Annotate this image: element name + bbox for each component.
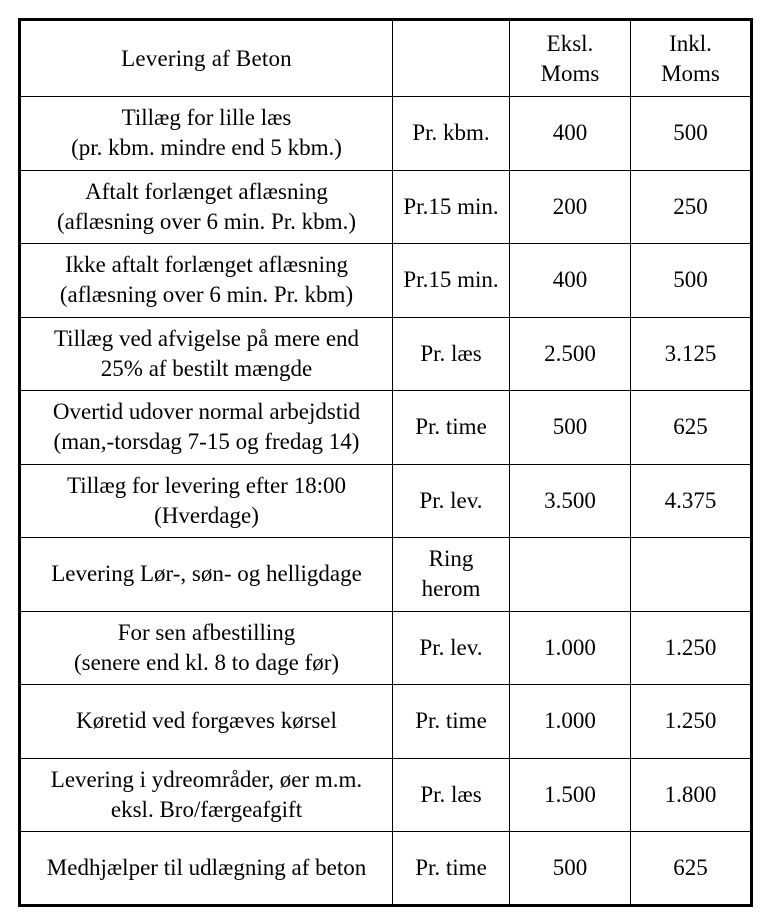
description-cell <box>20 464 393 538</box>
price-excl-vat-cell: 1.000 <box>510 685 631 759</box>
unit-cell <box>393 97 510 171</box>
table-row <box>20 611 752 685</box>
unit-cell <box>393 685 510 759</box>
price-excl-vat-cell: 400 <box>510 244 631 318</box>
description-cell-line: Overtid udover normal arbejdstid <box>52 399 361 425</box>
unit-cell-line: Pr. time <box>415 708 487 734</box>
table-row <box>20 97 752 171</box>
unit-cell-line: Pr.15 min. <box>403 267 499 293</box>
unit-cell-line: Pr. læs <box>420 781 482 807</box>
description-cell <box>20 391 393 465</box>
price-incl-vat-cell: 3.125 <box>631 317 752 391</box>
description-cell-line: Levering i ydreområder, øer m.m. <box>50 766 363 792</box>
description-cell <box>20 538 393 612</box>
excl-vat-header-line-1: Eksl. <box>546 30 594 56</box>
table-row <box>20 317 752 391</box>
unit-cell <box>393 244 510 318</box>
excl-vat-header <box>510 20 631 97</box>
description-cell-line: (aflæsning over 6 min. Pr. kbm.) <box>57 208 356 234</box>
price-incl-vat-cell: 625 <box>631 832 752 906</box>
price-excl-vat-cell: 1.000 <box>510 611 631 685</box>
description-cell-line: For sen afbestilling <box>117 619 296 645</box>
description-cell-line: Tillæg for levering efter 18:00 <box>67 472 346 498</box>
description-cell <box>20 758 393 832</box>
price-excl-vat-cell <box>510 538 631 612</box>
unit-cell-line: Pr. lev. <box>419 634 483 660</box>
description-cell-line: (man,-torsdag 7-15 og fredag 14) <box>53 429 360 455</box>
description-cell-line: 25% af bestilt mængde <box>100 355 313 381</box>
price-incl-vat-cell: 250 <box>631 170 752 244</box>
description-cell <box>20 317 393 391</box>
description-cell <box>20 244 393 318</box>
description-cell <box>20 97 393 171</box>
unit-cell <box>393 611 510 685</box>
unit-cell-line: Pr.15 min. <box>403 193 499 219</box>
unit-cell-line: Pr. kbm. <box>412 120 490 146</box>
price-table <box>18 18 753 907</box>
description-cell-line: Medhjælper til udlægning af beton <box>46 854 367 880</box>
price-incl-vat-cell <box>631 538 752 612</box>
table-row <box>20 244 752 318</box>
table-row <box>20 758 752 832</box>
table-title: Levering af Beton <box>20 20 393 97</box>
price-excl-vat-cell: 1.500 <box>510 758 631 832</box>
unit-cell-line: Pr. time <box>415 854 487 880</box>
unit-header <box>393 20 510 97</box>
description-cell-line: Tillæg ved afvigelse på mere end <box>53 325 360 351</box>
price-excl-vat-cell: 2.500 <box>510 317 631 391</box>
unit-cell <box>393 170 510 244</box>
price-excl-vat-cell: 400 <box>510 97 631 171</box>
unit-cell <box>393 538 510 612</box>
price-incl-vat-cell: 1.250 <box>631 611 752 685</box>
price-incl-vat-cell: 1.800 <box>631 758 752 832</box>
unit-cell <box>393 391 510 465</box>
unit-cell-line: Pr. time <box>415 414 487 440</box>
price-incl-vat-cell: 500 <box>631 244 752 318</box>
description-cell-line: Tillæg for lille læs <box>121 105 292 131</box>
unit-cell <box>393 758 510 832</box>
description-cell-line: Køretid ved forgæves kørsel <box>76 708 337 734</box>
description-cell-line: eksl. Bro/færgeafgift <box>110 796 303 822</box>
description-cell-line: (Hverdage) <box>154 502 259 528</box>
description-cell <box>20 611 393 685</box>
description-cell-line: Aftalt forlænget aflæsning <box>85 178 328 204</box>
price-excl-vat-cell: 200 <box>510 170 631 244</box>
price-incl-vat-cell: 625 <box>631 391 752 465</box>
table-row <box>20 464 752 538</box>
price-incl-vat-cell: 1.250 <box>631 685 752 759</box>
description-cell <box>20 170 393 244</box>
unit-cell-line: Ring <box>428 546 474 572</box>
price-excl-vat-cell: 500 <box>510 832 631 906</box>
description-cell-line: (aflæsning over 6 min. Pr. kbm) <box>59 282 354 308</box>
incl-vat-header-line-1: Inkl. <box>669 30 712 56</box>
table-row <box>20 538 752 612</box>
header-row <box>20 20 752 97</box>
description-cell-line: Ikke aftalt forlænget aflæsning <box>65 252 348 278</box>
table-row <box>20 170 752 244</box>
excl-vat-header-line-2: Moms <box>540 60 600 86</box>
unit-cell <box>393 464 510 538</box>
unit-cell-line: Pr. læs <box>420 340 482 366</box>
price-incl-vat-cell: 4.375 <box>631 464 752 538</box>
table-row <box>20 832 752 906</box>
price-incl-vat-cell: 500 <box>631 97 752 171</box>
table-body <box>20 97 752 906</box>
incl-vat-header-line-2: Moms <box>661 60 720 86</box>
description-cell-line: (pr. kbm. mindre end 5 kbm.) <box>71 135 342 161</box>
incl-vat-header <box>631 20 752 97</box>
description-cell <box>20 685 393 759</box>
description-cell-line: (senere end kl. 8 to dage før) <box>73 649 340 675</box>
table-row <box>20 391 752 465</box>
price-excl-vat-cell: 3.500 <box>510 464 631 538</box>
unit-cell <box>393 317 510 391</box>
table-row <box>20 685 752 759</box>
unit-cell-line: herom <box>421 576 481 602</box>
description-cell-line: Levering Lør-, søn- og helligdage <box>51 561 362 587</box>
unit-cell-line: Pr. lev. <box>419 487 483 513</box>
unit-cell <box>393 832 510 906</box>
description-cell <box>20 832 393 906</box>
price-excl-vat-cell: 500 <box>510 391 631 465</box>
